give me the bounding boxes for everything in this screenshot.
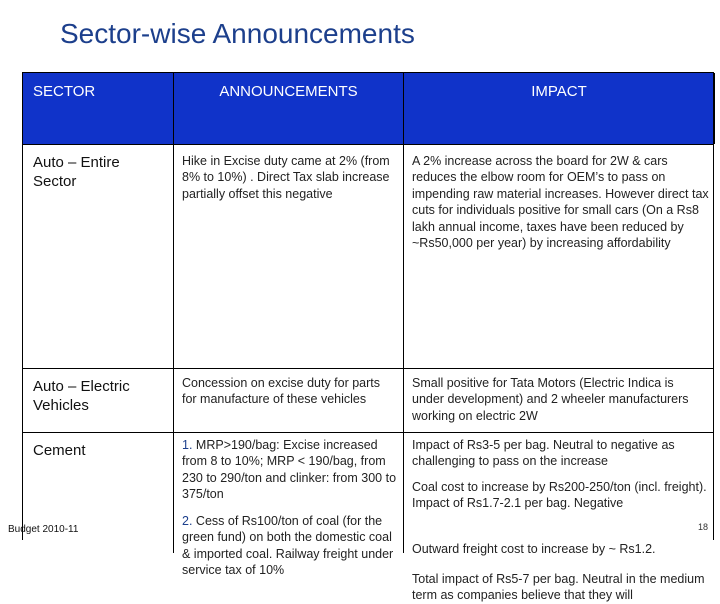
impact-item: Total impact of Rs5-7 per bag. Neutral in the medium term as companies believe that they will	[412, 572, 705, 603]
table-row	[23, 433, 713, 603]
table-row	[23, 369, 713, 433]
sector-label: Cement	[33, 442, 86, 459]
page-number: 18	[697, 522, 708, 532]
announcement-cell	[174, 145, 404, 368]
impact-text: A 2% increase across the board for 2W & cars reduces the elbow room for OEM’s to pass on impending raw material increases. However direct tax cuts for individuals positive for small cars (On a Rs8 lakh annual income, taxes have been reduced by ~Rs50,000 per year) by increasing affordability	[412, 154, 709, 251]
header-sector: SECTOR	[33, 83, 96, 100]
announcement-text: Concession on excise duty for parts for manufacture of these vehicles	[182, 376, 381, 407]
impact-text: Small positive for Tata Motors (Electric Indica is under development) and 2 wheeler manufacturers working on electric 2W	[412, 376, 689, 423]
item-text: MRP>190/bag: Excise increased from 8 to 10%; MRP < 190/bag, from 230 to 290/ton and clinker: from 300 to 375/ton	[182, 438, 397, 502]
sector-cell	[23, 433, 174, 553]
impact-cell	[404, 369, 715, 432]
footer-label: Budget 2010-11	[8, 524, 79, 535]
item-number: 2.	[182, 514, 193, 528]
slide-title: Sector-wise Announcements	[60, 18, 415, 49]
sector-label: Auto – Entire Sector	[33, 154, 120, 190]
header-cell-impact	[404, 73, 715, 144]
announcement-cell	[174, 369, 404, 432]
header-cell-announcements	[174, 73, 404, 144]
item-text: Cess of Rs100/ton of coal (for the green fund) on both the domestic coal & imported coal. Railway freight under service tax of 10%	[182, 514, 394, 578]
announcement-item	[182, 513, 397, 579]
impact-cell	[404, 433, 715, 603]
impact-item: Coal cost to increase by Rs200-250/ton (incl. freight). Impact of Rs1.7-2.1 per bag. Negative	[412, 480, 707, 511]
impact-item: Outward freight cost to increase by ~ Rs1.2.	[412, 542, 656, 556]
sector-label: Auto – Electric Vehicles	[33, 378, 130, 414]
announcements-table	[22, 72, 714, 603]
header-cell-sector	[23, 73, 174, 144]
table-header-row	[23, 73, 713, 145]
announcement-text: Hike in Excise duty came at 2% (from 8% to 10%) . Direct Tax slab increase partially offset this negative	[182, 154, 390, 201]
header-announcements: ANNOUNCEMENTS	[219, 83, 358, 100]
impact-cell	[404, 145, 715, 368]
impact-item: Impact of Rs3-5 per bag. Neutral to negative as challenging to pass on the increase	[412, 438, 675, 469]
announcement-cell	[174, 433, 404, 578]
announcement-item	[182, 437, 397, 503]
sector-cell	[23, 369, 174, 432]
sector-cell	[23, 145, 174, 368]
table-row	[23, 145, 713, 369]
item-number: 1.	[182, 438, 193, 452]
header-impact: IMPACT	[531, 83, 587, 100]
